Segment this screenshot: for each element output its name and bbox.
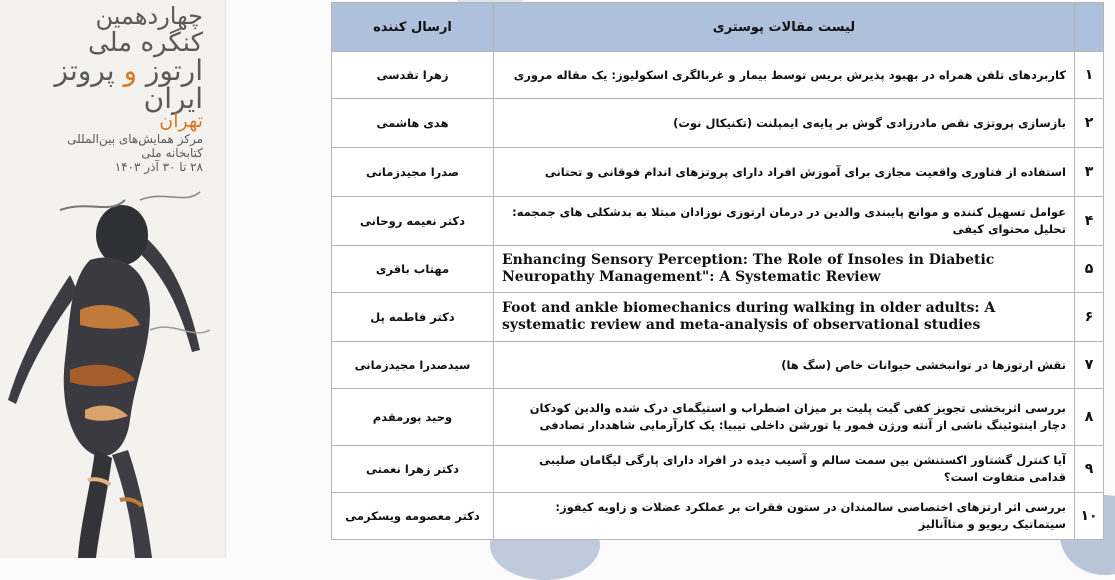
- table-header-row: [332, 3, 1104, 52]
- congress-poster: [0, 0, 226, 558]
- poster-edition: چهاردهمین: [95, 2, 203, 30]
- header-number-cell: [1075, 3, 1104, 52]
- human-figure-illustration: [0, 180, 225, 558]
- paper-title: Foot and ankle biomechanics during walking in older adults: A systematic review and meta-analysis of observational studies: [494, 293, 1075, 342]
- table-row: [332, 446, 1104, 493]
- poster-venue-line2: کتابخانه ملی: [141, 146, 203, 160]
- paper-sender: دکتر معصومه ویسکرمی: [332, 493, 494, 540]
- paper-title: Enhancing Sensory Perception: The Role of Insoles in Diabetic Neuropathy Management": A Systematic Review: [494, 246, 1075, 293]
- paper-title: نقش ارتوزها در توانبخشی حیوانات خاص (سگ ها): [494, 342, 1075, 389]
- paper-sender: وحید پورمقدم: [332, 389, 494, 446]
- header-title-cell: لیست مقالات پوستری: [494, 3, 1075, 52]
- paper-sender: دکتر زهرا نعمتی: [332, 446, 494, 493]
- paper-sender: دکتر فاطمه پل: [332, 293, 494, 342]
- header-sender-cell: ارسال کننده: [332, 3, 494, 52]
- row-number: ۲: [1075, 99, 1104, 148]
- table-row: [332, 389, 1104, 446]
- paper-sender: صدرا مجیدزمانی: [332, 148, 494, 197]
- table-row: [332, 493, 1104, 540]
- paper-sender: زهرا تقدسی: [332, 52, 494, 99]
- paper-sender: هدی هاشمی: [332, 99, 494, 148]
- poster-country: ایران: [143, 82, 203, 115]
- row-number: ۵: [1075, 246, 1104, 293]
- table-row: [332, 342, 1104, 389]
- paper-title: بررسی اثربخشی تجویز کفی گیت پلیت بر میزان اضطراب و استیگمای درک شده والدین کودکان دچار اینتوئینگ ناشی از آنته ورژن فمور یا تورشن داخلی تیبیا: یک کارآزمایی شاهددار تصادفی: [494, 389, 1075, 446]
- table-row: [332, 246, 1104, 293]
- poster-congress: کنگره ملی: [87, 28, 203, 58]
- paper-sender: دکتر نعیمه روحانی: [332, 197, 494, 246]
- row-number: ۹: [1075, 446, 1104, 493]
- poster-papers-table: [331, 2, 1104, 540]
- table-row: [332, 52, 1104, 99]
- row-number: ۴: [1075, 197, 1104, 246]
- row-number: ۱: [1075, 52, 1104, 99]
- table-row: [332, 148, 1104, 197]
- table-row: [332, 99, 1104, 148]
- row-number: ۸: [1075, 389, 1104, 446]
- paper-title: آیا کنترل گشتاور اکستنشن بین سمت سالم و آسیب دیده در افراد دارای پارگی لیگامان صلیبی قدامی متفاوت است؟: [494, 446, 1075, 493]
- paper-title: بررسی اثر ارتزهای اختصاصی سالمندان در ستون فقرات بر عملکرد عضلات و زاویه کیفوز: سیتماتیک ریویو و متاآنالیز: [494, 493, 1075, 540]
- row-number: ۱۰: [1075, 493, 1104, 540]
- paper-title: بازسازی پروتزی نقص مادرزادی گوش بر پایه‌ی ایمپلنت (تکنیکال نوت): [494, 99, 1075, 148]
- poster-dates: ۲۸ تا ۳۰ آذر ۱۴۰۳: [114, 160, 203, 174]
- row-number: ۶: [1075, 293, 1104, 342]
- row-number: ۳: [1075, 148, 1104, 197]
- poster-subject-prosthesis: پروتز: [54, 54, 115, 87]
- row-number: ۷: [1075, 342, 1104, 389]
- table-row: [332, 197, 1104, 246]
- poster-subject-and: و: [123, 54, 137, 87]
- poster-subject-orthosis: ارتوز: [145, 54, 203, 87]
- paper-sender: مهتاب باقری: [332, 246, 494, 293]
- paper-title: عوامل تسهیل کننده و موانع پایبندی والدین در درمان ارتوزی نوزادان مبتلا به بدشکلی های جمجمه: تحلیل محتوای کیفی: [494, 197, 1075, 246]
- poster-venue-line1: مرکز همایش‌های بین‌المللی: [67, 132, 203, 146]
- poster-city: تهران: [159, 110, 203, 132]
- paper-title: کاربردهای تلفن همراه در بهبود پذیرش بریس توسط بیمار و غربالگری اسکولیوز: یک مقاله مروری: [494, 52, 1075, 99]
- table-row: [332, 293, 1104, 342]
- paper-sender: سیدصدرا مجیدزمانی: [332, 342, 494, 389]
- paper-title: استفاده از فناوری واقعیت مجازی برای آموزش افراد دارای پروتزهای اندام فوقانی و تحتانی: [494, 148, 1075, 197]
